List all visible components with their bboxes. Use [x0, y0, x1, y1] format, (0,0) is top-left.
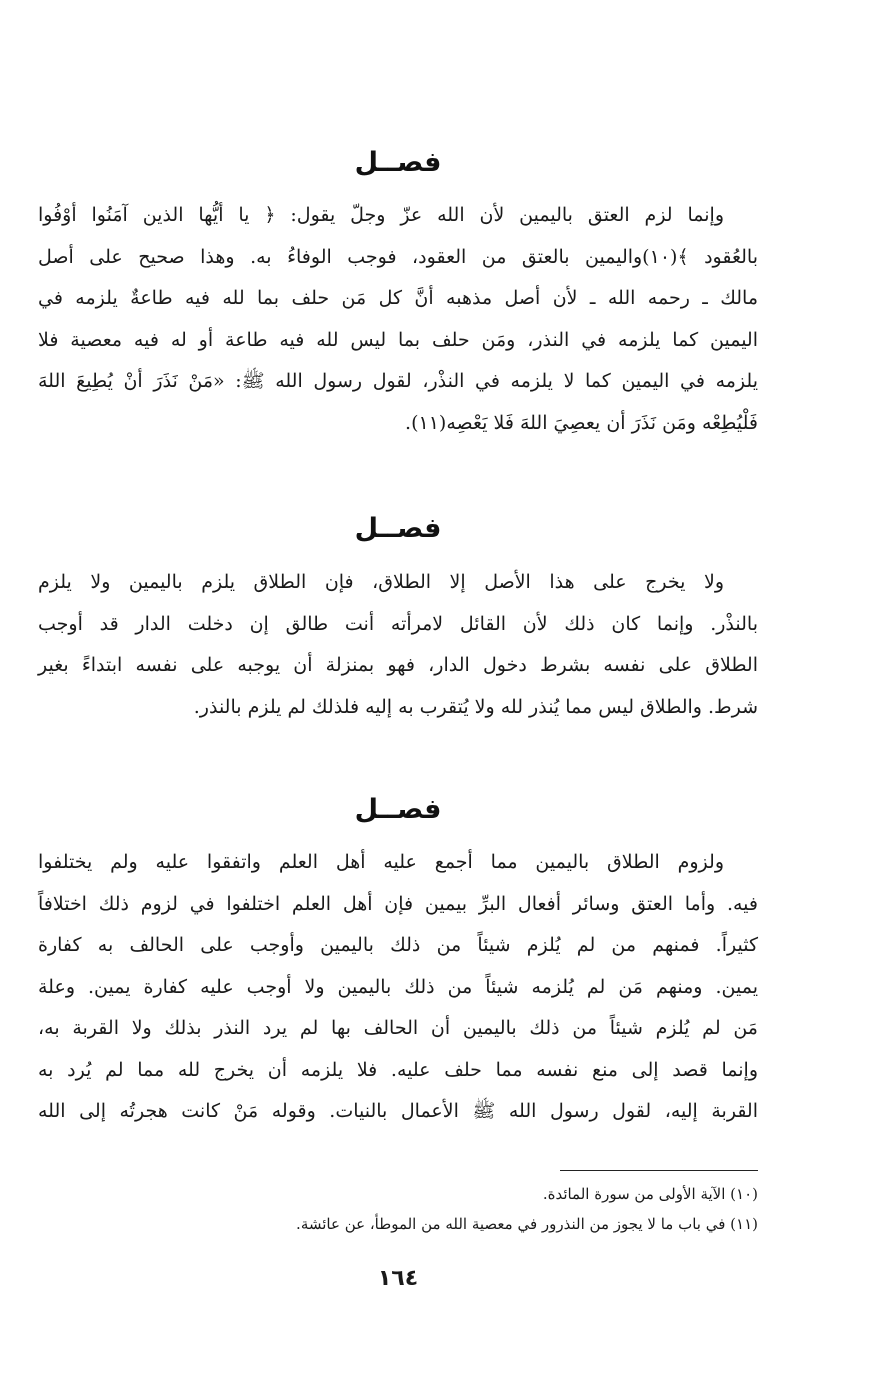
section-body-2: [38, 562, 758, 728]
text-line: فيه. وأما العتق وسائر أفعال البرِّ بيمين فإن أهل العلم اختلفوا في لزوم ذلك اختلافاً: [38, 892, 758, 915]
section-body-1: [38, 195, 758, 444]
text-line: القربة إليه، لقول رسول الله ﷺ الأعمال بالنيات. وقوله مَنْ كانت هجرتُه إلى الله: [38, 1100, 758, 1122]
text-line: بالنذْر. وإنما كان ذلك لأن القائل لامرأته أنت طالق إن دخلت الدار قد أوجب: [38, 612, 758, 635]
text-line: يلزمه في اليمين كما لا يلزمه في النذْر، لقول رسول الله ﷺ: «مَنْ نَذَرَ أنْ يُطِيعَ اللهَ: [38, 370, 758, 392]
page-number: ١٦٤: [377, 1266, 419, 1291]
section-body-3: [38, 842, 758, 1133]
text-line: ولزوم الطلاق باليمين مما أجمع عليه أهل العلم واتفقوا عليه ولم يختلفوا: [38, 851, 724, 873]
text-line: وإنما لزم العتق باليمين لأن الله عزّ وجلّ يقول: ﴿ يا أيُّها الذين آمَنُوا أوْفُوا: [38, 204, 724, 226]
footnote-11: (١١) في باب ما لا يجوز من النذرور في معصية الله من الموطأ، عن عائشة.: [296, 1215, 758, 1233]
text-line: شرط. والطلاق ليس مما يُنذر لله ولا يُتقرب به إليه فلذلك لم يلزم بالنذر.: [193, 695, 758, 718]
text-line: وإنما قصد إلى منع نفسه مما حلف عليه. فلا يلزمه أن يخرج لله مما لم يُرد به: [38, 1058, 758, 1081]
text-line: الطلاق على نفسه بشرط دخول الدار، فهو بمنزلة أن يوجبه على نفسه ابتداءً بغير: [38, 654, 758, 676]
section-heading-3: فصــل: [354, 794, 442, 825]
text-line: بالعُقود ﴾(١٠)واليمين بالعتق من العقود، فوجب الوفاءُ به. وهذا صحيح على أصل: [38, 245, 758, 268]
text-line: مَن لم يُلزم شيئاً من ذلك باليمين أن الحالف بها لم يرد النذر بذلك ولا القربة به،: [38, 1017, 758, 1039]
text-line: اليمين كما يلزمه في النذر، ومَن حلف بما ليس لله فيه طاعة أو له فيه معصية فلا: [38, 328, 758, 351]
text-line: يمين. ومنهم مَن لم يُلزمه شيئاً من ذلك باليمين ولا أوجب عليه كفارة يمين. وعلة: [38, 975, 758, 998]
section-heading-1: فصــل: [354, 147, 442, 178]
section-heading-2: فصــل: [354, 513, 442, 544]
text-line: مالك ـ رحمه الله ـ لأن أصل مذهبه أنَّ كل مَن حلف بما لله فيه طاعةٌ يلزمه في: [38, 287, 758, 309]
text-line: ولا يخرج على هذا الأصل إلا الطلاق، فإن الطلاق يلزم باليمين ولا يلزم: [38, 571, 724, 593]
text-line: كثيراً. فمنهم من لم يُلزم شيئاً من ذلك باليمين وأوجب على الحالف به كفارة: [38, 934, 758, 956]
footnote-10: (١٠) الآية الأولى من سورة المائدة.: [542, 1185, 758, 1203]
footnote-divider: [560, 1170, 758, 1171]
text-line: فَلْيُطِعْه ومَن نَذَرَ أن يعصِيَ اللهَ فَلا يَعْصِه(١١).: [405, 411, 758, 434]
book-page: [38, 0, 758, 1393]
